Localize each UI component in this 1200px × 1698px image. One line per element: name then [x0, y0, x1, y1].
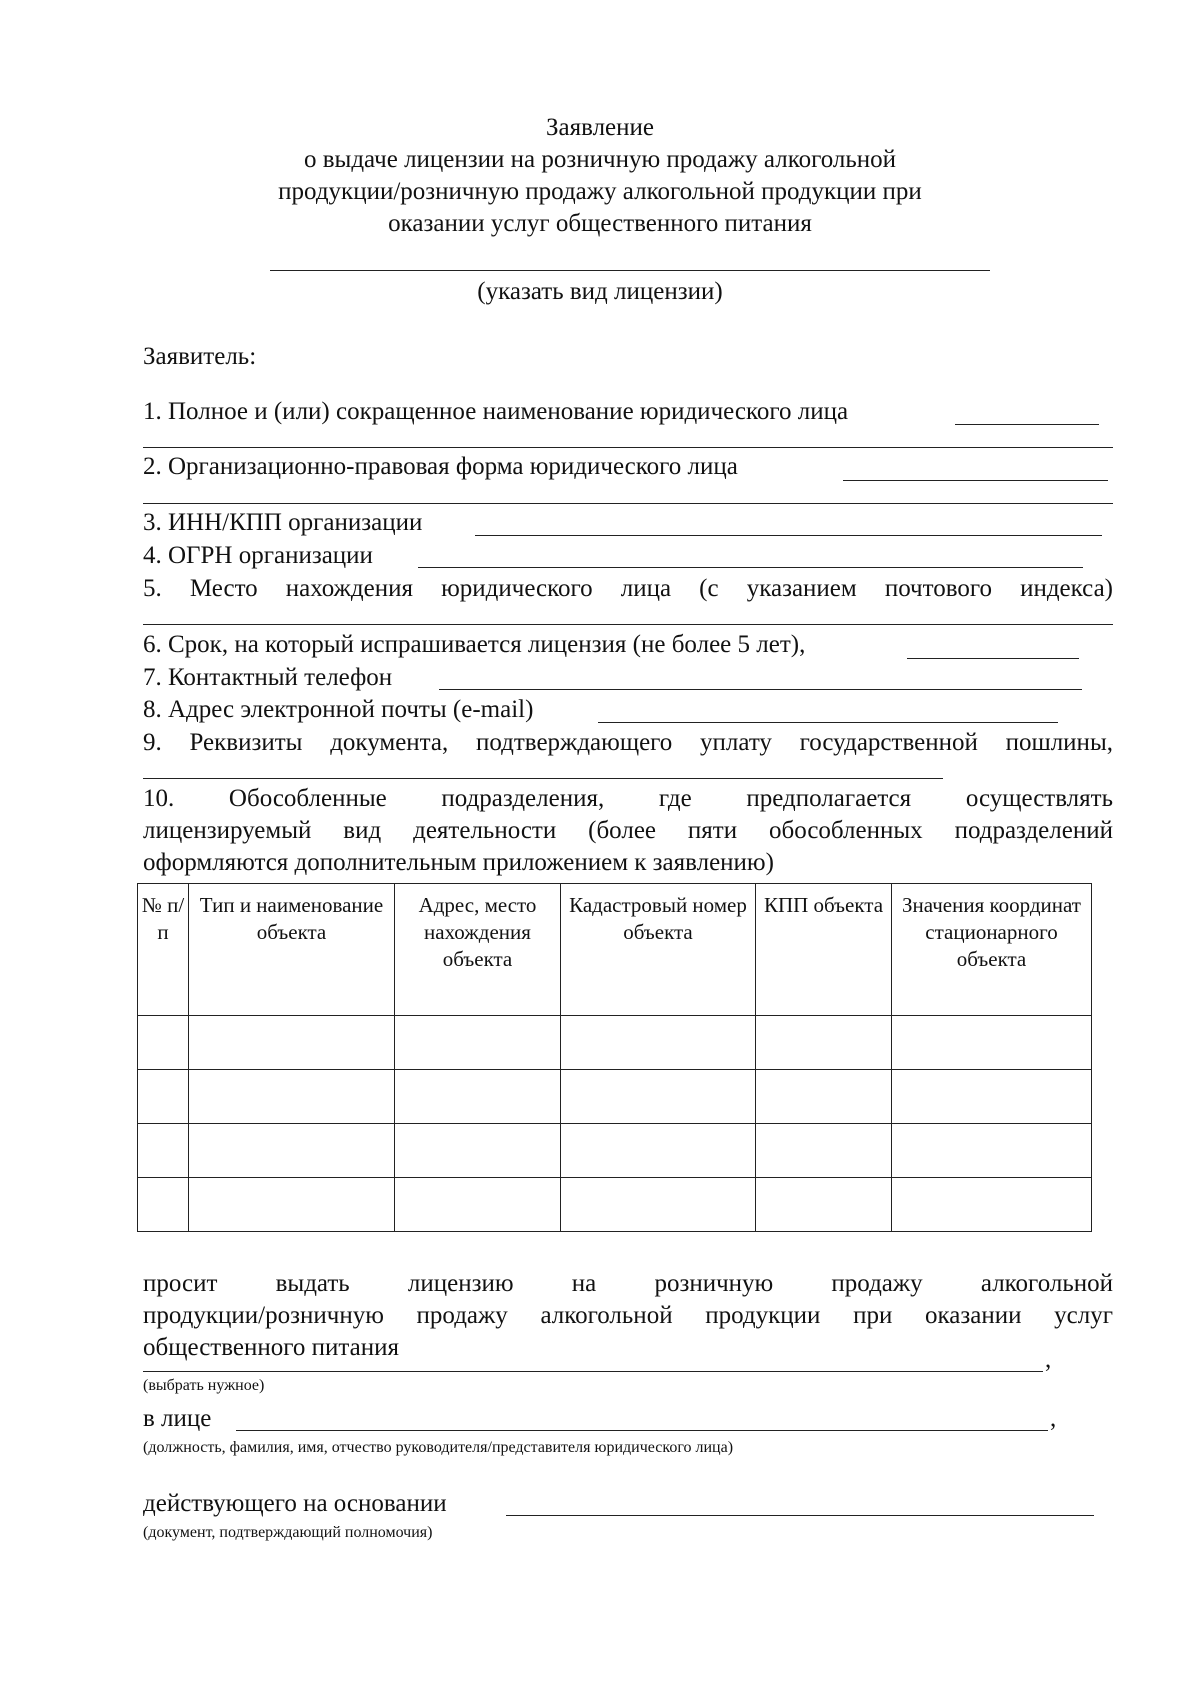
table-cell[interactable] — [189, 1178, 395, 1232]
table-cell[interactable] — [138, 1124, 189, 1178]
field-legal-name-input-line2[interactable] — [143, 447, 1113, 448]
license-type-hint: (указать вид лицензии) — [477, 278, 723, 305]
representative-hint: (должность, фамилия, имя, отчество руководителя/представителя юридического лица) — [143, 1439, 734, 1456]
basis-input[interactable] — [506, 1515, 1094, 1516]
table-cell[interactable] — [395, 1124, 561, 1178]
table-cell[interactable] — [892, 1178, 1092, 1232]
field-license-term-label: 6. Срок, на который испрашивается лицензия (не более 5 лет), — [143, 631, 806, 658]
col-header-coordinates: Значения координат стационарного объекта — [892, 884, 1092, 1016]
table-cell[interactable] — [395, 1070, 561, 1124]
col-header-address: Адрес, место нахождения объекта — [395, 884, 561, 1016]
basis-hint: (документ, подтверждающий полномочия) — [143, 1524, 433, 1541]
request-text-line: общественного питания — [143, 1334, 399, 1361]
field-phone-input[interactable] — [439, 689, 1082, 690]
request-text-line: продукции/розничную продажу алкогольной продукции при оказании услуг — [143, 1302, 1113, 1329]
field-legal-form-input-line2[interactable] — [143, 503, 1113, 504]
table-cell[interactable] — [756, 1070, 892, 1124]
table-cell[interactable] — [892, 1016, 1092, 1070]
table-cell[interactable] — [561, 1016, 756, 1070]
field-ogrn-input[interactable] — [418, 567, 1083, 568]
table-cell[interactable] — [756, 1178, 892, 1232]
table-row — [138, 1178, 1092, 1232]
field-subdivisions-label-line: лицензируемый вид деятельности (более пяти обособленных подразделений — [143, 817, 1113, 844]
table-header-row — [138, 884, 1092, 1016]
field-legal-name-label: 1. Полное и (или) сокращенное наименование юридического лица — [143, 398, 849, 425]
table-cell[interactable] — [395, 1178, 561, 1232]
table-cell[interactable] — [189, 1124, 395, 1178]
form-title-line: продукции/розничную продажу алкогольной продукции при — [278, 178, 922, 205]
field-legal-form-label: 2. Организационно-правовая форма юридического лица — [143, 453, 738, 480]
representative-input[interactable] — [236, 1430, 1048, 1431]
field-fee-payment-label: 9. Реквизиты документа, подтверждающего уплату государственной пошлины, — [143, 729, 1113, 756]
subdivisions-table — [137, 883, 1092, 1232]
form-title-line: оказании услуг общественного питания — [388, 210, 812, 237]
table-cell[interactable] — [189, 1070, 395, 1124]
field-email-input[interactable] — [598, 722, 1058, 723]
table-row — [138, 1016, 1092, 1070]
basis-label: действующего на основании — [143, 1490, 447, 1517]
field-subdivisions-label-line: оформляются дополнительным приложением к заявлению) — [143, 849, 774, 876]
field-fee-payment-input[interactable] — [143, 778, 943, 779]
table-row — [138, 1124, 1092, 1178]
license-choice-comma: , — [1045, 1346, 1052, 1373]
table-cell[interactable] — [892, 1070, 1092, 1124]
col-header-kpp: КПП объекта — [756, 884, 892, 1016]
field-ogrn-label: 4. ОГРН организации — [143, 542, 373, 569]
col-header-object-type: Тип и наименование объекта — [189, 884, 395, 1016]
form-title: Заявление — [545, 114, 655, 141]
license-choice-input[interactable] — [143, 1371, 1043, 1372]
field-legal-form-input[interactable] — [843, 480, 1108, 481]
table-cell[interactable] — [189, 1016, 395, 1070]
form-title-line: о выдаче лицензии на розничную продажу алкогольной — [303, 146, 897, 173]
table-cell[interactable] — [138, 1178, 189, 1232]
field-email-label: 8. Адрес электронной почты (e-mail) — [143, 696, 534, 723]
applicant-label: Заявитель: — [143, 343, 257, 370]
request-text: просит выдать лицензию на розничную продажу алкогольной — [143, 1270, 1113, 1297]
table-cell[interactable] — [892, 1124, 1092, 1178]
table-cell[interactable] — [138, 1070, 189, 1124]
field-address-label: 5. Место нахождения юридического лица (с указанием почтового индекса) — [143, 575, 1113, 602]
table-cell[interactable] — [561, 1178, 756, 1232]
table-cell[interactable] — [138, 1016, 189, 1070]
field-phone-label: 7. Контактный телефон — [143, 664, 393, 691]
table-cell[interactable] — [561, 1070, 756, 1124]
col-header-cadastral-number: Кадастровый номер объекта — [561, 884, 756, 1016]
table-cell[interactable] — [756, 1124, 892, 1178]
license-choice-hint: (выбрать нужное) — [143, 1377, 265, 1394]
field-address-input[interactable] — [143, 624, 1113, 625]
representative-label: в лице — [143, 1405, 212, 1432]
field-inn-kpp-label: 3. ИНН/КПП организации — [143, 509, 423, 536]
field-legal-name-input[interactable] — [955, 424, 1099, 425]
table-cell[interactable] — [756, 1016, 892, 1070]
table-cell[interactable] — [395, 1016, 561, 1070]
representative-comma: , — [1050, 1405, 1057, 1432]
field-subdivisions-label: 10. Обособленные подразделения, где предполагается осуществлять — [143, 785, 1113, 812]
license-type-input-line[interactable] — [270, 270, 990, 271]
field-inn-kpp-input[interactable] — [475, 535, 1102, 536]
field-license-term-input[interactable] — [907, 658, 1079, 659]
table-cell[interactable] — [561, 1124, 756, 1178]
table-row — [138, 1070, 1092, 1124]
col-header-number: № п/п — [138, 884, 189, 1016]
